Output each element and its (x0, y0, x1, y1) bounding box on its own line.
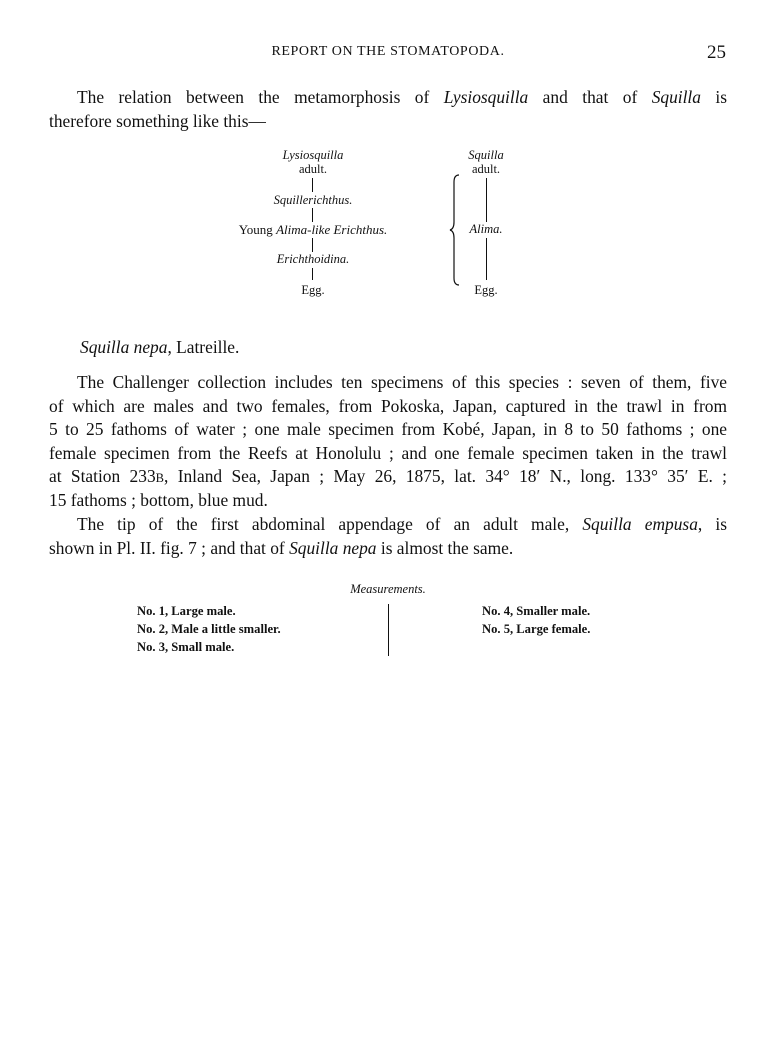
p1-line-6: 15 fathoms ; bottom, blue mud. (49, 490, 268, 510)
right-stage-alima: Alima. (469, 222, 503, 236)
left-egg: Egg. (301, 283, 325, 297)
right-title: Squilla (468, 148, 504, 162)
intro-text-c: is (700, 87, 728, 107)
left-adult: adult. (298, 162, 328, 176)
left-title: Lysiosquilla (282, 148, 344, 162)
genus-lysiosquilla: Lysiosquilla (443, 87, 529, 107)
running-header: REPORT ON THE STOMATOPODA. (271, 44, 505, 59)
left-stage-erichthoidina: Erichthoidina. (276, 252, 350, 266)
right-connector-top (486, 178, 487, 222)
intro-line-2: therefore something like this— (49, 111, 266, 131)
left-connector-1 (312, 178, 313, 192)
p2-line-1: The tip of the first abdominal appendage of an adult male, Squilla empusa, is (77, 514, 728, 534)
left-stage-young-alima: Young Alima-like Erichthus. (238, 222, 388, 237)
species-heading: Squilla nepa, Latreille. (80, 337, 240, 357)
right-egg: Egg. (474, 283, 498, 297)
p2-line-2: shown in Pl. II. fig. 7 ; and that of Squilla nepa is almost the same. (49, 538, 514, 558)
measure-no-4: No. 4, Smaller male. (482, 604, 591, 618)
left-connector-2 (312, 208, 313, 222)
p1-line-5: at Station 233B, Inland Sea, Japan ; May 26, 1875, lat. 34° 18′ N., long. 133° 35′ E. ; (49, 466, 728, 486)
intro-text-a: The relation between the metamorphosis of (77, 87, 444, 107)
measure-no-5: No. 5, Large female. (482, 622, 591, 636)
measurements-divider (388, 604, 389, 656)
left-stage-squillerichthus: Squillerichthus. (273, 193, 353, 207)
right-connector-bottom (486, 238, 487, 280)
intro-line-1 (49, 86, 727, 110)
left-connector-4 (312, 268, 313, 280)
p1-line-1: The Challenger collection includes ten specimens of this species : seven of them, five (77, 372, 727, 392)
intro-text-b: and that of (528, 87, 652, 107)
page-number: 25 (707, 42, 726, 63)
p1-line-4: female specimen from the Reefs at Honolulu ; and one female specimen taken in the trawl (49, 443, 727, 463)
measure-no-2: No. 2, Male a little smaller. (137, 622, 281, 636)
measurements-title: Measurements. (350, 582, 426, 596)
right-adult: adult. (471, 162, 501, 176)
species-squilla-empusa: Squilla empusa (582, 514, 698, 534)
left-connector-3 (312, 238, 313, 252)
p1-line-3: 5 to 25 fathoms of water ; one male specimen from Kobé, Japan, in 8 to 50 fathoms ; one (49, 419, 727, 439)
p1-line-2: of which are males and two females, from Pokoska, Japan, captured in the trawl in from (49, 396, 727, 416)
curly-brace-icon (448, 174, 462, 286)
measure-no-1: No. 1, Large male. (137, 604, 236, 618)
measure-no-3: No. 3, Small male. (137, 640, 235, 654)
genus-squilla: Squilla (651, 87, 701, 107)
species-squilla-nepa: Squilla nepa (289, 538, 377, 558)
